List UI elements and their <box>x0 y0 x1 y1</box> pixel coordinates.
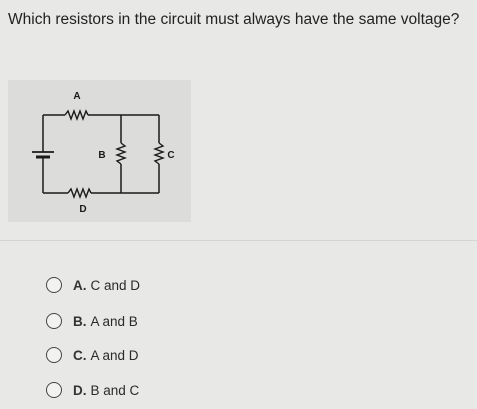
circuit-diagram <box>8 80 191 222</box>
radio-button-icon[interactable] <box>46 347 62 363</box>
option-b[interactable] <box>46 310 138 332</box>
option-text: C and D <box>90 277 141 293</box>
option-text: B and C <box>90 382 140 398</box>
option-letter: B. <box>73 313 87 329</box>
resistor-c <box>155 143 163 164</box>
option-letter: A. <box>73 277 87 293</box>
question-text: Which resistors in the circuit must always have the same voltage? <box>8 11 460 28</box>
resistor-b <box>117 143 125 164</box>
option-d[interactable] <box>46 379 139 401</box>
circuit-figure <box>8 80 191 222</box>
resistor-d-label: D <box>79 204 87 215</box>
radio-button-icon[interactable] <box>46 277 62 293</box>
option-a[interactable] <box>46 274 140 296</box>
option-letter: D. <box>73 382 87 398</box>
radio-button-icon[interactable] <box>46 382 62 398</box>
resistor-c-label: C <box>167 150 175 161</box>
divider <box>0 240 477 241</box>
option-letter: C. <box>73 347 87 363</box>
resistor-a <box>65 111 88 119</box>
option-c[interactable] <box>46 344 139 366</box>
resistor-b-label: B <box>98 150 106 161</box>
resistor-a-label: A <box>73 91 81 102</box>
resistor-d <box>68 189 91 197</box>
radio-button-icon[interactable] <box>46 313 62 329</box>
option-text: A and D <box>90 347 139 363</box>
option-text: A and B <box>90 313 138 329</box>
